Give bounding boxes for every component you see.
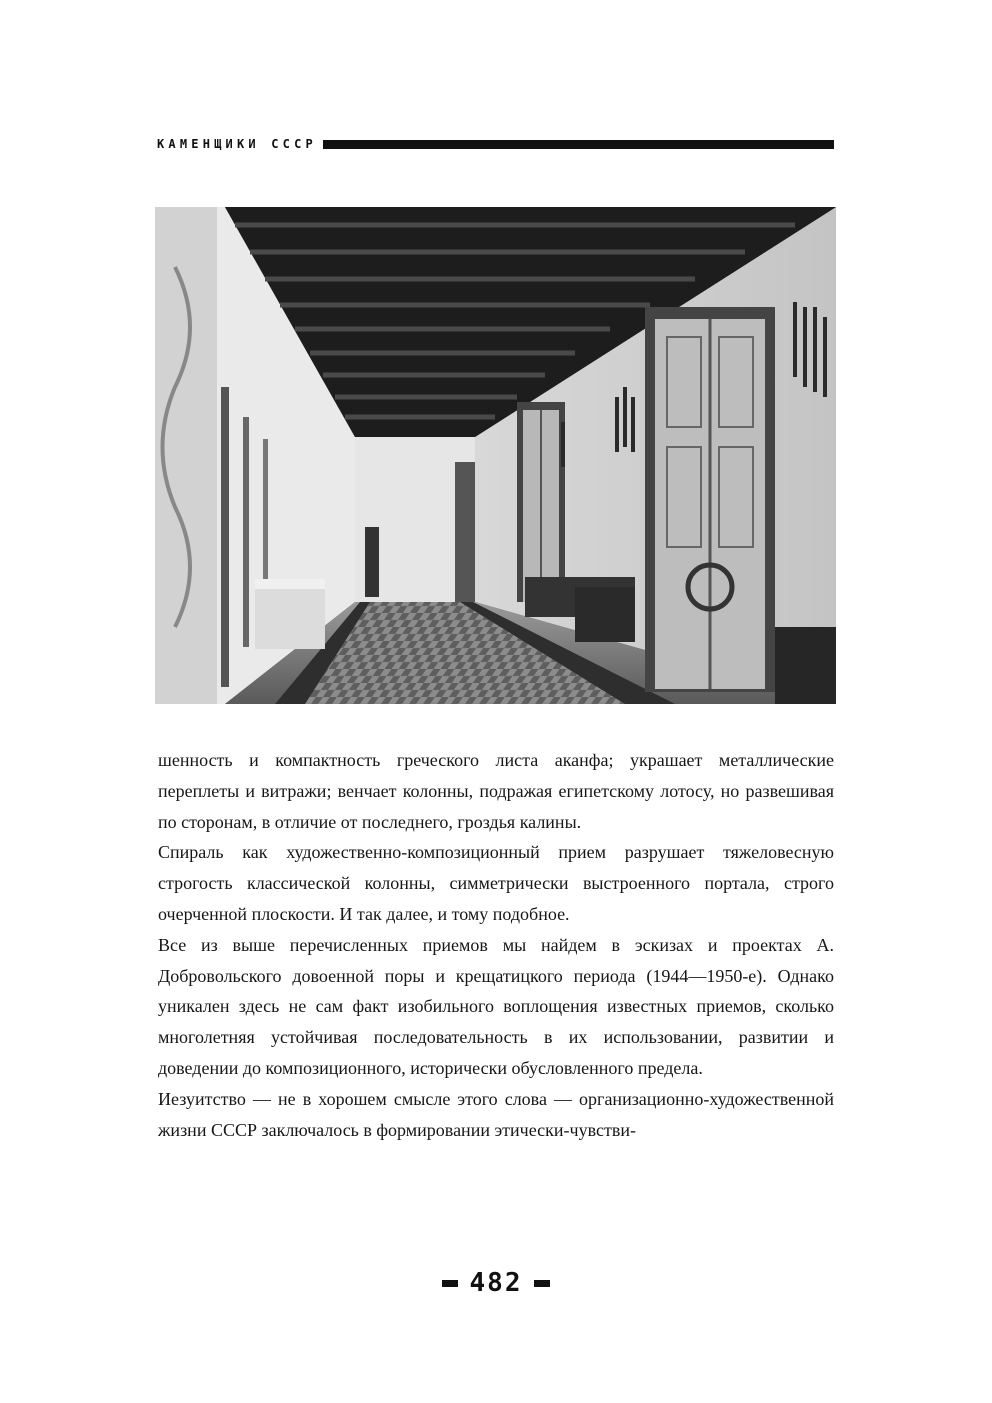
header-rule (323, 140, 834, 149)
paragraph: шенность и компактность греческого листа аканфа; украшает металлические переплеты и витражи; венчает колонны, подражая египетскому лотосу, но развешивая по сторонам, в отличие от последнего, гроздья калины. (158, 750, 834, 832)
folio-bar-left (442, 1280, 458, 1287)
running-header (157, 134, 834, 154)
paragraph: Спираль как художественно-композиционный прием разрушает тяжеловесную строгость классической колонны, симметрически выстроенного портала, строго очерченной плоскости. И так далее, и тому подобное. (158, 842, 834, 924)
corridor-photo-image (155, 207, 836, 704)
paragraph: Все из выше перечисленных приемов мы найдем в эскизах и проектах А. Добровольского довоенной поры и крещатицкого периода (1944—1950-е). Однако уникален здесь не сам факт изобильного воплощения известных приемов, сколько многолетняя устойчивая последовательность в их использовании, развитии и доведении до композиционного, исторически обусловленного предела. (158, 934, 834, 1078)
page-number: 482 (469, 1268, 523, 1298)
folio-bar-right (534, 1280, 550, 1287)
body-text (158, 745, 834, 1145)
corridor-photo (155, 207, 836, 704)
paragraph: Иезуитство — не в хорошем смысле этого слова — организационно-художественной жизни СССР заключалось в формировании этически-чувстви- (158, 1088, 834, 1140)
running-title: КАМЕНЩИКИ СССР (157, 137, 317, 151)
page-footer (0, 1268, 992, 1298)
